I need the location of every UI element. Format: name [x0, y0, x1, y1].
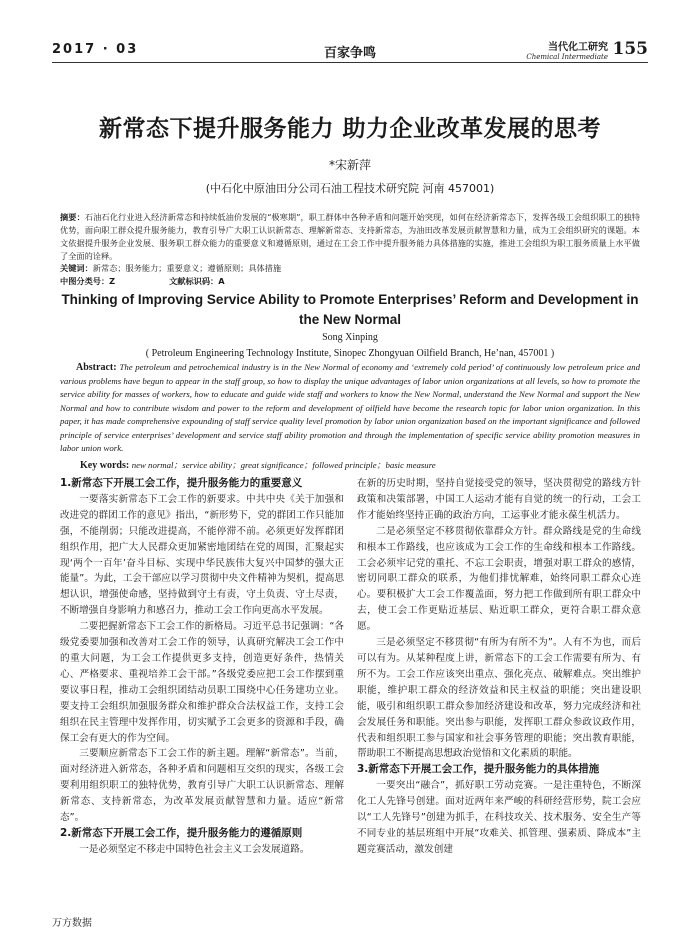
abstract-cn-label: 摘要： [60, 212, 85, 222]
clc-label: 中图分类号： [60, 276, 110, 286]
section-3-heading: 3.新常态下开展工会工作，提升服务能力的具体措施 [357, 763, 600, 776]
body-column-left [60, 476, 344, 858]
issue-date: 2017 · 03 [52, 42, 139, 57]
paragraph: 二要把握新常态下工会工作的新格局。习近平总书记强调：“各级党委要加强和改善对工会工作的领导，认真研究解决工会工作中的重大问题，为工会工作提供更多支持，创造更好条件，热情关心、严格要求、重视培养工会干部。”各级党委应把工会工作摆到重要议事日程，推动工会组织团结动员职工围绕中心任务建功立业。要支持工会组织加强服务群众和维护群众合法权益工作，支持工会组织在民主管理中发挥作用，切实赋予工会更多的资源和手段，确保工会有更大的作为空间。 [60, 621, 344, 744]
footer-source: 万方数据 [52, 918, 92, 929]
english-author: Song Xinping [322, 332, 378, 343]
page-header [52, 38, 648, 60]
abstract-cn-text: 石油石化行业进入经济新常态和持续低油价发展的“极寒期”，职工群体中各种矛盾和问题开始突现，如何在经济新常态下，发挥各级工会组织职工的独特优势，面向职工群众提升服务能力，教育引导广大职工认识新常态、理解新常态、支持新常态，为油田改革发展贡献智慧和力量，成为工会组织研究的课题。本文依据提升服务企业发展、服务职工群众能力的重要意义和遵循原则，通过在工会工作中提升服务能力具体措施的实施，推进工会组织为职工服务质量上水平做了全面的诠释。 [60, 212, 640, 261]
paragraph: 三是必须坚定不移贯彻“有所为有所不为”。人有不为也，而后可以有为。从某种程度上讲，新常态下的工会工作需要有所为、有所不为。工会工作应该突出重点、强化亮点、破解难点。突出维护职能，维护职工群众的经济效益和民主权益的职能；突出建设职能，吸引和组织职工群众参加经济建设和改革，努力完成经济和社会发展任务和职能。突出参与职能，发挥职工群众参政议政作用，代表和组织职工参与国家和社会事务管理的职能；突出教育职能，帮助职工不断提高思想政治觉悟和文化素质的职能。 [357, 637, 641, 760]
abstract-en-text: The petroleum and petrochemical industry is in the New Normal of economy and ‘extremely cold period’ of continuously low petroleum price and various problems have begun to appear in the staff group, so how to display the unique advantages of labor union organizations at all levels, so how to promote the service ability for masses of workers, how to educate and guide wide staff and workers to know the New Normal, understand the New Normal and support the New Normal and how to contribute wisdom and power to the reform and development of oilfield have become the research topic for labor union organization. In this paper, it has made comprehensive expounding of staff service quality level promotion by labor union organization based on the important significance and followed principle of service enterprises’ development and service staff ability promotion and through the implementation of specific service ability promotion measures in labor union work. [60, 362, 640, 453]
paragraph: 一是必须坚定不移走中国特色社会主义工会发展道路。 [79, 843, 310, 855]
keywords-cn-label: 关键词： [60, 263, 93, 273]
body-column-right [357, 476, 641, 858]
abstract-cn [60, 211, 640, 263]
journal-logo [526, 38, 608, 61]
doc-code-value: A [218, 276, 225, 286]
header-rule [52, 62, 648, 63]
journal-name-en: Chemical Intermediate [526, 53, 608, 61]
clc-value: Z [109, 276, 116, 286]
page-number: 155 [612, 39, 648, 59]
affiliation: (中石化中原油田分公司石油工程技术研究院 河南 457001) [205, 182, 495, 195]
keywords-en-text: new normal；service ability；great significance；followed principle；basic measure [131, 460, 436, 470]
abstract-en: Abstract: The petroleum and petrochemical industry is in the New Normal of economy and ‘extremely cold period’ of continuously low petroleum price and various problems have begun to appear in the staff group, so how to display the unique advantages of labor union organizations at all levels, so how to promote the service ability for masses of workers, how to educate and guide wide staff and workers to know the New Normal, understand the New Normal and support the New Normal and how to contribute wisdom and power to the reform and development of oilfield have become the research topic for labor union organization. In this paper, it has made comprehensive expounding of staff service quality level promotion by labor union organization based on the important significance and followed principle of service enterprises’ development and service staff ability promotion and through the implementation of specific service ability promotion measures in labor union work. [60, 362, 640, 453]
classification [60, 276, 640, 287]
keywords-cn [60, 263, 640, 274]
section-2-heading: 2.新常态下开展工会工作，提升服务能力的遵循原则 [60, 826, 303, 839]
english-affiliation: ( Petroleum Engineering Technology Institute, Sinopec Zhongyuan Oilfield Branch, He’nan, 457001 ) [145, 348, 555, 359]
paragraph: 一要落实新常态下工会工作的新要求。中共中央《关于加强和改进党的群团工作的意见》指出，“新形势下，党的群团工作只能加强，不能削弱；只能改进提高，不能停滞不前。必须更好发挥群团组织作用，把广大人民群众更加紧密地团结在党的周围，汇聚起实现‘两个一百年’奋斗目标、实现中华民族伟大复兴中国梦的强大正能量”。为此，工会干部应以学习贯彻中央文件精神为契机，提高思想认识，增强使命感，坚持做到守土有责，守土负责、守土尽责，不断增强自身影响力和感召力，推动工会工作向更高水平发展。 [60, 493, 344, 617]
journal-name-zh: 当代化工研究 [548, 42, 608, 53]
paragraph: 三要顺应新常态下工会工作的新主题。理解“新常态”。当前，面对经济进入新常态，各种矛盾和问题相互交织的现实，各级工会要利用组织职工的独特优势，教育引导广大职工认识新常态、理解新常态、支持新常态，为改革发展贡献智慧和力量。适应“新常态”。 [60, 748, 344, 824]
keywords-cn-text: 新常态；服务能力；重要意义；遵循原则；具体措施 [92, 263, 282, 273]
doc-code-label: 文献标识码： [169, 276, 219, 286]
paragraph-continued: 在新的历史时期，坚持自觉接受党的领导，坚决贯彻党的路线方针政策和决策部署，中国工人运动才能有自觉的统一的行动，工会工作才能始终坚持正确的政治方向，工运事业才能永葆生机活力。 [357, 478, 641, 521]
keywords-en: Key words: new normal；service ability；great significance；followed principle；basic measure [80, 460, 436, 471]
abstract-en-label: Abstract [76, 362, 114, 373]
author: *宋新萍 [328, 158, 371, 172]
paragraph: 一要突出“融合”，抓好职工劳动竞赛。一是注重特色，不断深化工人先锋号创建。面对近两年来严峻的科研经营形势，院工会应以“工人先锋号”创建为抓手，在科技攻关、技术服务、安全生产等不同专业的基层班组中开展“攻难关、抓管理、强素质、降成本”主题竞赛活动，激发创建 [357, 780, 641, 855]
keywords-en-label: Key words [80, 460, 126, 471]
english-title: Thinking of Improving Service Ability to Promote Enterprises’ Reform and Development in the New Normal [61, 292, 639, 327]
paragraph: 二是必须坚定不移贯彻依靠群众方针。群众路线是党的生命线和根本工作路线，也应该成为工会工作的生命线和根本工作路线。工会必须牢记党的重托、不忘工会职责，增强对职工群众的感情，密切同职工群众的联系，为他们排忧解难，始终同职工群众心连心。要积极扩大工会工作覆盖面，努力把工作做到所有职工群众中去，使工会工作更贴近基层、贴近职工群众，更符合职工群众意愿。 [357, 525, 641, 633]
article-title: 新常态下提升服务能力 助力企业改革发展的思考 [98, 116, 601, 142]
section-1-heading: 1.新常态下开展工会工作，提升服务能力的重要意义 [60, 477, 303, 489]
column-name: 百家争鸣 [323, 46, 376, 61]
